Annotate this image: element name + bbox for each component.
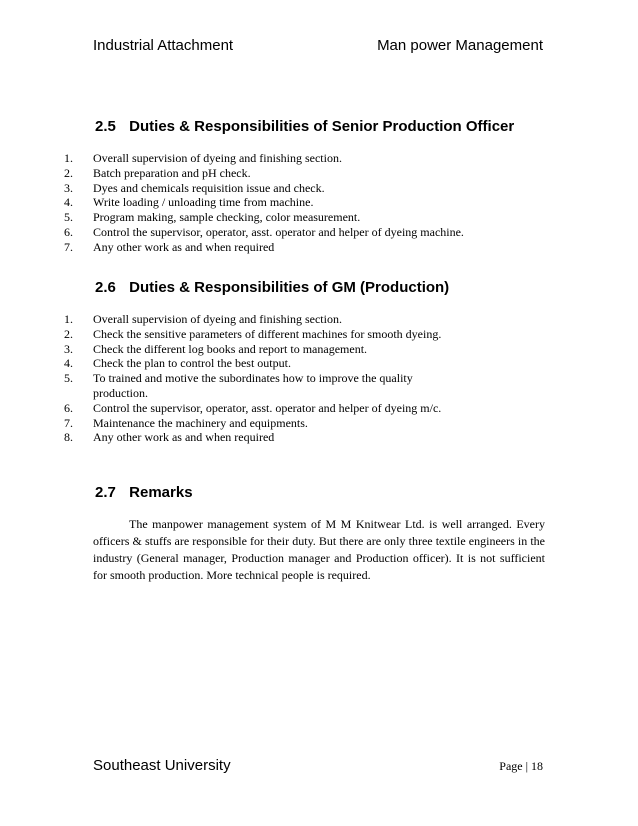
list-text: Write loading / unloading time from machine. <box>93 195 314 210</box>
list-text: Dyes and chemicals requisition issue and check. <box>93 180 325 195</box>
list-item <box>0 240 553 255</box>
list-item <box>0 401 553 416</box>
list-number: 5. <box>64 210 73 225</box>
section-heading-2-5 <box>95 118 514 135</box>
list-text: Batch preparation and pH check. <box>93 165 251 180</box>
list-item <box>0 312 553 327</box>
section-number: 2.6 <box>95 279 116 296</box>
list-number: 3. <box>64 341 73 356</box>
list-number: 5. <box>64 371 73 386</box>
section-heading-2-6 <box>95 279 449 296</box>
footer-page-number: Page | 18 <box>499 759 543 773</box>
list-text: Control the supervisor, operator, asst. operator and helper of dyeing m/c. <box>93 400 442 415</box>
section-heading-2-7 <box>95 484 193 501</box>
list-number: 1. <box>64 312 73 326</box>
list-number: 7. <box>64 239 73 254</box>
section-number: 2.5 <box>95 118 116 135</box>
list-number: 6. <box>64 224 73 239</box>
list-item <box>0 181 553 196</box>
section-title: Remarks <box>129 484 193 501</box>
list-text: Check the different log books and report to management. <box>93 341 368 356</box>
list-number: 7. <box>64 415 73 430</box>
section-title: Duties & Responsibilities of GM (Production) <box>129 279 450 296</box>
list-item <box>0 356 553 371</box>
footer-university: Southeast University <box>93 757 231 774</box>
header-right-title: Man power Management <box>377 37 543 54</box>
list-text: Check the sensitive parameters of different machines for smooth dyeing. <box>93 326 442 341</box>
section-title: Duties & Responsibilities of Senior Production Officer <box>129 118 515 135</box>
list-text: Check the plan to control the best output. <box>93 356 291 371</box>
section-number: 2.7 <box>95 484 116 501</box>
header-left-title: Industrial Attachment <box>93 37 234 54</box>
list-number: 8. <box>64 430 73 445</box>
list-item <box>0 371 453 401</box>
list-text: Any other work as and when required <box>93 430 275 445</box>
list-item <box>0 430 553 445</box>
list-number: 6. <box>64 400 73 415</box>
list-number: 4. <box>64 356 73 371</box>
list-text: Program making, sample checking, color measurement. <box>93 210 361 225</box>
list-number: 2. <box>64 326 73 341</box>
list-text: To trained and motive the subordinates how to improve the quality production. <box>93 371 413 400</box>
list-item <box>0 416 553 431</box>
list-item <box>0 342 553 357</box>
list-number: 1. <box>64 151 73 165</box>
list-item <box>0 151 553 166</box>
senior-production-officer-duties-list <box>0 151 553 255</box>
list-text: Maintenance the machinery and equipments. <box>93 415 308 430</box>
list-text: Control the supervisor, operator, asst. operator and helper of dyeing machine. <box>93 224 464 239</box>
list-text: Any other work as and when required <box>93 239 275 254</box>
list-number: 3. <box>64 180 73 195</box>
list-text: Overall supervision of dyeing and finishing section. <box>93 151 342 165</box>
list-number: 2. <box>64 165 73 180</box>
list-text: Overall supervision of dyeing and finishing section. <box>93 312 342 326</box>
list-item <box>0 210 553 225</box>
list-number: 4. <box>64 195 73 210</box>
list-item <box>0 225 553 240</box>
list-item <box>0 195 553 210</box>
remarks-paragraph: The manpower management system of M M Knitwear Ltd. is well arranged. Every officers & stuffs are responsible for their duty. But there are only three textile engineers in the industry (General manager, Production manager and Production officer). It is not sufficient for smooth production. More technical people is required. <box>93 517 545 582</box>
gm-production-duties-list <box>0 312 553 445</box>
list-item <box>0 166 553 181</box>
list-item <box>0 327 553 342</box>
